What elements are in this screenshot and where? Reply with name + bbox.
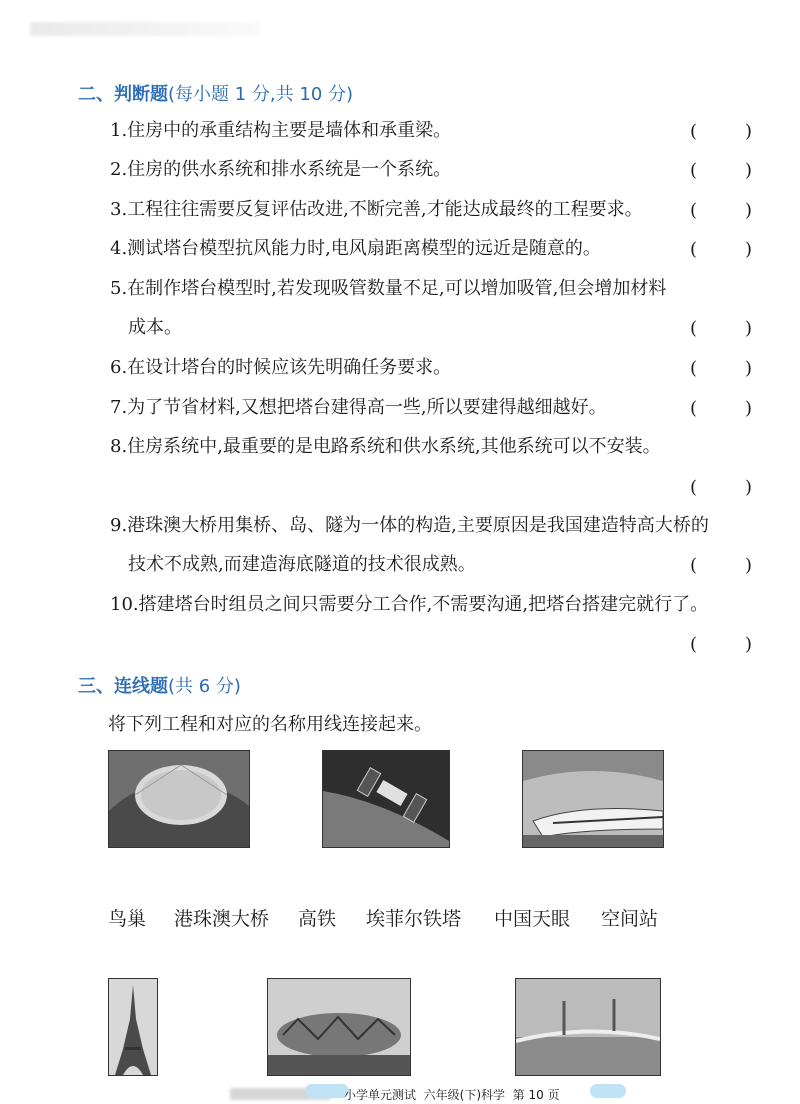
name-bird-nest[interactable]: 鸟巢: [108, 908, 147, 930]
question-3: 3.工程往往需要反复评估改进,不断完善,才能达成最终的工程要求。: [110, 199, 643, 220]
question-5: 5.在制作塔台模型时,若发现吸管数量不足,可以增加吸管,但会增加材料: [110, 278, 667, 299]
name-space-station[interactable]: 空间站: [601, 908, 659, 930]
answer-blank-10[interactable]: ( ): [690, 634, 752, 655]
question-5-continued: 成本。: [128, 317, 182, 338]
answer-blank-8[interactable]: ( ): [690, 477, 752, 498]
question-1: 1.住房中的承重结构主要是墙体和承重梁。: [110, 120, 452, 141]
name-hzmb[interactable]: 港珠澳大桥: [174, 908, 270, 930]
cloud-decoration-left: [305, 1084, 349, 1098]
photo-bird-nest[interactable]: [267, 978, 411, 1076]
answer-blank-5[interactable]: ( ): [690, 318, 752, 339]
name-high-speed-rail[interactable]: 高铁: [298, 908, 337, 930]
question-2: 2.住房的供水系统和排水系统是一个系统。: [110, 159, 452, 180]
photo-eiffel-tower[interactable]: [108, 978, 158, 1076]
section-3-instruction: 将下列工程和对应的名称用线连接起来。: [108, 714, 432, 735]
photo-space-station[interactable]: [322, 750, 450, 848]
section-3-title: 三、连线题(共 6 分): [78, 676, 241, 697]
answer-blank-4[interactable]: ( ): [690, 239, 752, 260]
blurred-header: [30, 22, 260, 36]
answer-blank-9[interactable]: ( ): [690, 555, 752, 576]
question-9-continued: 技术不成熟,而建造海底隧道的技术很成熟。: [128, 554, 476, 575]
cloud-decoration-right: [590, 1084, 626, 1098]
answer-blank-6[interactable]: ( ): [690, 358, 752, 379]
answer-blank-1[interactable]: ( ): [690, 121, 752, 142]
answer-blank-2[interactable]: ( ): [690, 160, 752, 181]
page-footer: [0, 1084, 800, 1104]
question-8: 8.住房系统中,最重要的是电路系统和供水系统,其他系统可以不安装。: [110, 436, 661, 457]
section-2-title: 二、判断题(每小题 1 分,共 10 分): [78, 84, 354, 105]
question-10: 10.搭建塔台时组员之间只需要分工合作,不需要沟通,把塔台搭建完就行了。: [110, 594, 709, 615]
answer-blank-7[interactable]: ( ): [690, 398, 752, 419]
answer-blank-3[interactable]: ( ): [690, 200, 752, 221]
photo-hzmb[interactable]: [515, 978, 661, 1076]
question-6: 6.在设计塔台的时候应该先明确任务要求。: [110, 357, 452, 378]
question-7: 7.为了节省材料,又想把塔台建得高一些,所以要建得越细越好。: [110, 397, 607, 418]
footer-label: 小学单元测试 六年级(下)科学 第 10 页: [344, 1088, 560, 1102]
question-4: 4.测试塔台模型抗风能力时,电风扇距离模型的远近是随意的。: [110, 238, 601, 259]
question-9: 9.港珠澳大桥用集桥、岛、隧为一体的构造,主要原因是我国建造特高大桥的: [110, 515, 709, 536]
photo-china-sky-eye[interactable]: [108, 750, 250, 848]
photo-high-speed-rail[interactable]: [522, 750, 664, 848]
name-china-sky-eye[interactable]: 中国天眼: [494, 908, 571, 930]
name-eiffel-tower[interactable]: 埃菲尔铁塔: [366, 908, 462, 930]
